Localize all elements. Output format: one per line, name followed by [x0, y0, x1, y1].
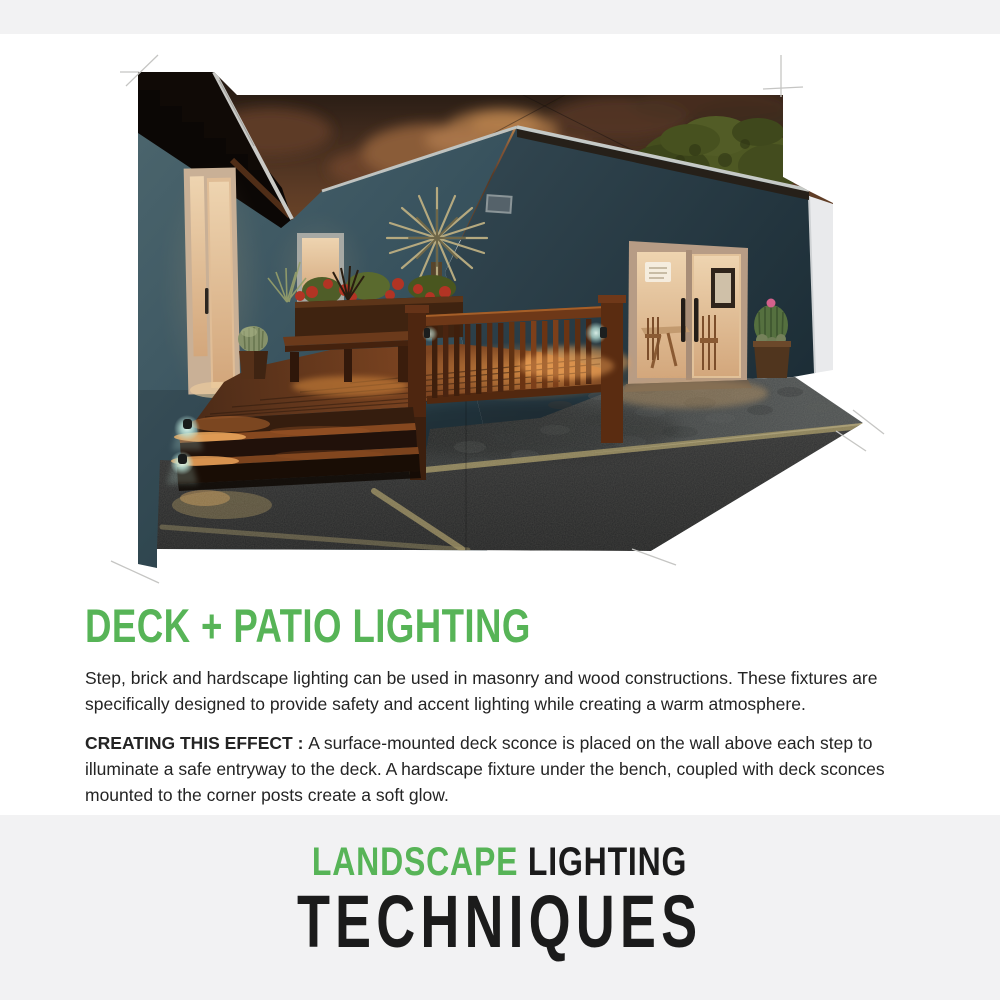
- door-handle: [205, 288, 209, 314]
- railing-post: [408, 311, 426, 417]
- effect-label: CREATING THIS EFFECT :: [85, 733, 309, 753]
- door-handle: [694, 298, 699, 342]
- intro-paragraph: Step, brick and hardscape lighting can be used in masonry and wood constructions. These fixtures are specifically designed to provide safety and accent lighting while creating a warm atmosphere.: [85, 668, 878, 714]
- cactus-flower: [767, 299, 776, 308]
- page-title: DECK + PATIO LIGHTING: [85, 599, 531, 652]
- patio-doors: [608, 241, 768, 409]
- brand-word-landscape: LANDSCAPE: [312, 840, 519, 884]
- series-title: TECHNIQUES: [297, 880, 703, 963]
- door-sign: [645, 262, 671, 282]
- effect-paragraph: [85, 730, 933, 808]
- round-cactus: [238, 326, 268, 379]
- footer-band: [0, 815, 1000, 1000]
- brand-word-lighting: LIGHTING: [528, 840, 688, 884]
- deck-steps: [171, 407, 421, 491]
- door-handle: [681, 298, 686, 342]
- effect-text: A surface-mounted deck sconce is placed on the wall above each step to illuminate a safe entryway to the deck. A hardscape fixture under the bench, coupled with deck sconces mounted to the corner posts create a soft glow.: [85, 733, 885, 805]
- article-section: [85, 600, 933, 808]
- brand-line: [312, 841, 687, 883]
- small-window: [486, 195, 511, 213]
